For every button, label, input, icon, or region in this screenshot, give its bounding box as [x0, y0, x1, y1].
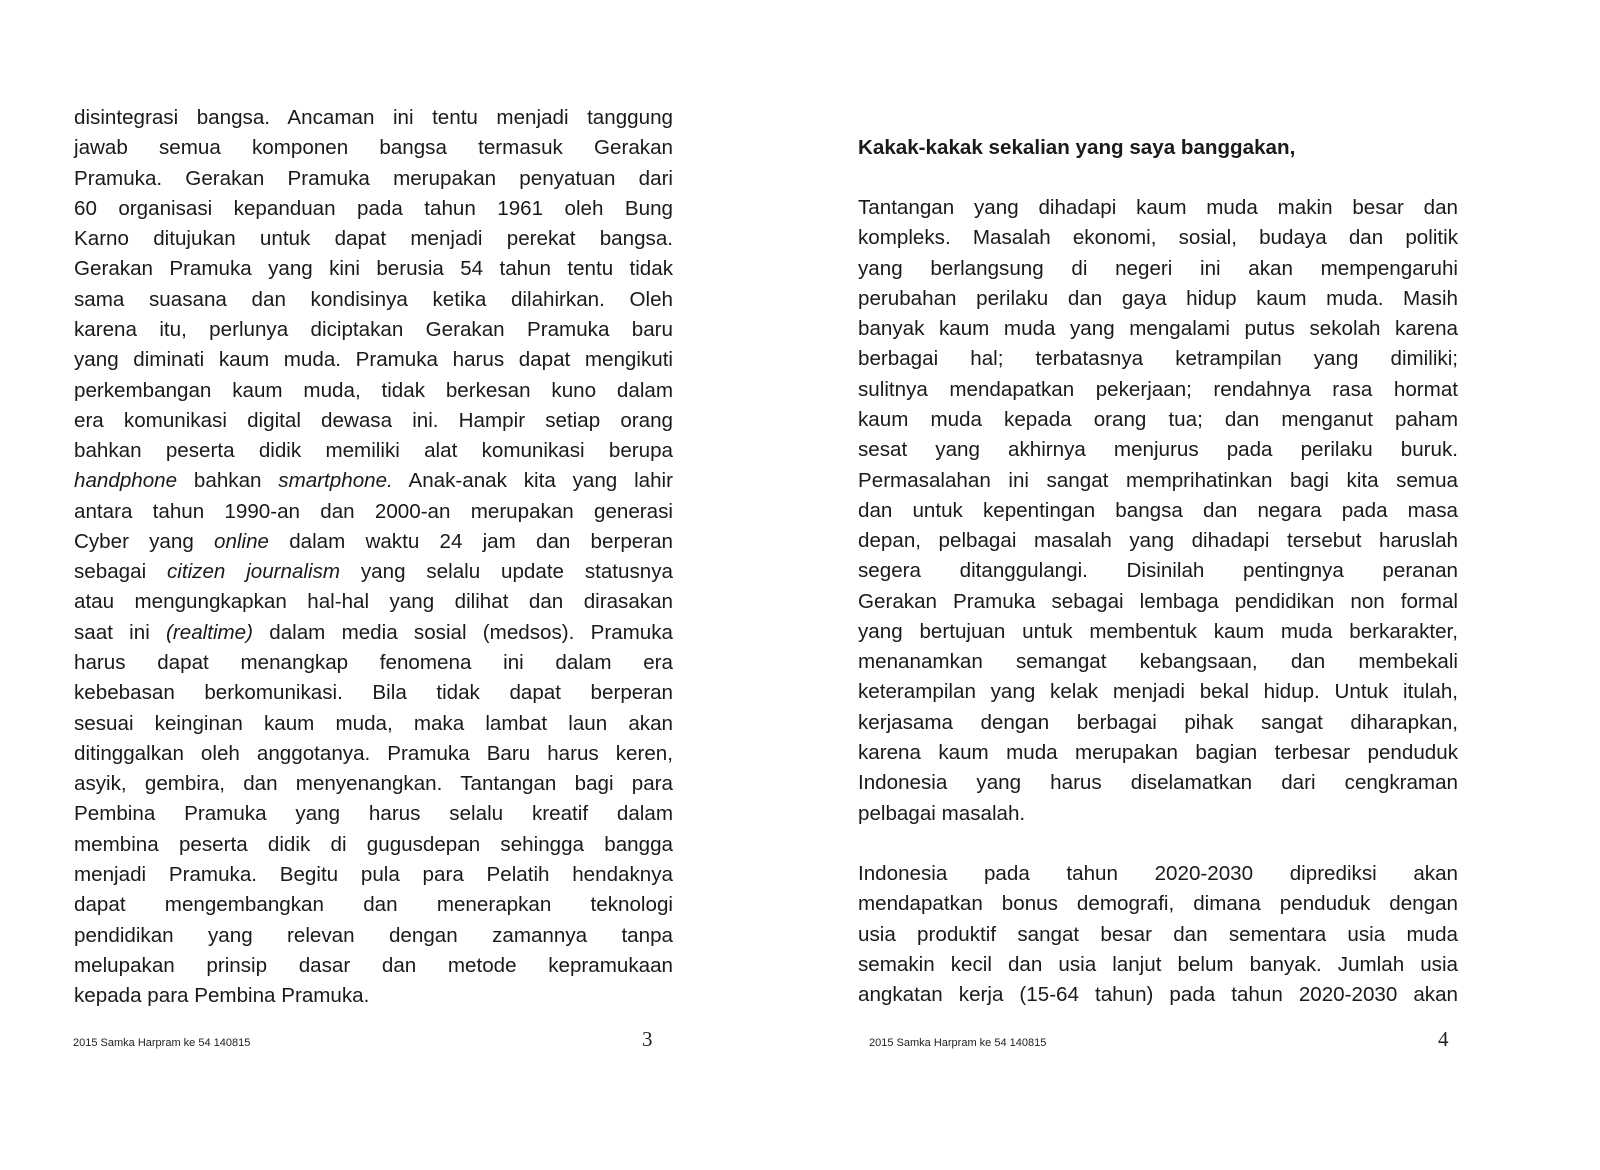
italic-term: citizen journalism: [166, 560, 341, 584]
text-line: Karno ditujukan untuk dapat menjadi perekat bangsa.: [74, 227, 673, 251]
text-line: kebebasan berkomunikasi. Bila tidak dapat berperan: [74, 681, 673, 705]
text-line: asyik, gembira, dan menyenangkan. Tantangan bagi para: [74, 772, 673, 796]
text-line: kompleks. Masalah ekonomi, sosial, budaya dan politik: [858, 226, 1458, 250]
text-line: usia produktif sangat besar dan sementara usia muda: [858, 922, 1458, 946]
right-page-footer: 2015 Samka Harpram ke 54 140815: [869, 1037, 1047, 1049]
text-line: Pembina Pramuka yang harus selalu kreatif dalam: [74, 802, 673, 826]
text-line: yang diminati kaum muda. Pramuka harus dapat mengikuti: [74, 348, 673, 372]
text-segment: Anak-anak kita yang lahir: [392, 469, 673, 493]
text-line: bahkan peserta didik memiliki alat komunikasi berupa: [74, 439, 673, 463]
text-line: semakin kecil dan usia lanjut belum banyak. Jumlah usia: [858, 952, 1458, 976]
text-line: disintegrasi bangsa. Ancaman ini tentu menjadi tanggung: [74, 106, 673, 129]
text-segment: saat ini: [74, 620, 167, 644]
text-line: Gerakan Pramuka yang kini berusia 54 tahun tentu tidak: [74, 257, 673, 281]
text-line: yang berlangsung di negeri ini akan mempengaruhi: [858, 256, 1458, 280]
text-line: mendapatkan bonus demografi, dimana penduduk dengan: [858, 892, 1458, 916]
text-line: kepada para Pembina Pramuka.: [74, 984, 370, 1008]
text-line: depan, pelbagai masalah yang dihadapi tersebut haruslah: [858, 529, 1458, 553]
text-line: angkatan kerja (15-64 tahun) pada tahun 2020-2030 akan: [858, 983, 1458, 1007]
text-line: Indonesia pada tahun 2020-2030 diprediksi akan: [858, 862, 1458, 885]
text-line: Permasalahan ini sangat memprihatinkan bagi kita semua: [858, 468, 1458, 492]
text-line: banyak kaum muda yang mengalami putus sekolah karena: [858, 317, 1458, 341]
right-page-number: 4: [1438, 1027, 1449, 1051]
italic-term: online: [214, 529, 269, 553]
text-line: keterampilan yang kelak menjadi bekal hidup. Untuk itulah,: [858, 680, 1458, 704]
text-line: menanamkan semangat kebangsaan, dan membekali: [858, 650, 1458, 674]
text-line: 60 organisasi kepanduan pada tahun 1961 oleh Bung: [74, 196, 673, 220]
text-line: dapat mengembangkan dan menerapkan teknologi: [74, 893, 673, 917]
left-page: [0, 0, 790, 1170]
italic-term: smartphone.: [278, 469, 393, 493]
text-line: pendidikan yang relevan dengan zamannya tanpa: [74, 923, 673, 947]
text-segment: dalam waktu 24 jam dan berperan: [268, 529, 673, 553]
text-line: [74, 530, 673, 554]
text-line: segera ditanggulangi. Disinilah pentingnya peranan: [858, 559, 1458, 583]
text-line: melupakan prinsip dasar dan metode kepramukaan: [74, 953, 673, 977]
text-segment: bahkan: [177, 469, 279, 493]
right-page-heading: Kakak-kakak sekalian yang saya banggakan,: [858, 136, 1296, 159]
text-line: karena kaum muda merupakan bagian terbesar penduduk: [858, 741, 1458, 765]
text-line: antara tahun 1990-an dan 2000-an merupakan generasi: [74, 499, 673, 523]
text-line: [74, 469, 673, 493]
text-line: pelbagai masalah.: [858, 801, 1026, 825]
right-page: [790, 0, 1600, 1170]
text-line: perkembangan kaum muda, tidak berkesan kuno dalam: [74, 378, 673, 402]
italic-term: handphone: [74, 469, 178, 493]
text-line: dan untuk kepentingan bangsa dan negara pada masa: [858, 498, 1458, 522]
text-line: sulitnya mendapatkan pekerjaan; rendahnya rasa hormat: [858, 377, 1458, 401]
text-line: harus dapat menangkap fenomena ini dalam era: [74, 651, 673, 675]
text-line: kerjasama dengan berbagai pihak sangat diharapkan,: [858, 710, 1458, 734]
text-line: atau mengungkapkan hal-hal yang dilihat dan dirasakan: [74, 590, 673, 614]
text-line: sesuai keinginan kaum muda, maka lambat laun akan: [74, 711, 673, 735]
text-segment: Cyber yang: [74, 529, 215, 553]
text-line: Pramuka. Gerakan Pramuka merupakan penyatuan dari: [74, 166, 673, 190]
text-line: berbagai hal; terbatasnya ketrampilan yang dimiliki;: [858, 347, 1458, 371]
text-segment: dalam media sosial (medsos). Pramuka: [253, 620, 674, 644]
text-line: [74, 621, 673, 645]
text-line: Tantangan yang dihadapi kaum muda makin besar dan: [858, 196, 1458, 219]
text-line: menjadi Pramuka. Begitu pula para Pelatih hendaknya: [74, 863, 673, 886]
text-line: karena itu, perlunya diciptakan Gerakan Pramuka baru: [74, 317, 673, 341]
text-line: Gerakan Pramuka sebagai lembaga pendidikan non formal: [858, 589, 1458, 613]
text-line: [74, 560, 673, 584]
text-line: perubahan perilaku dan gaya hidup kaum muda. Masih: [858, 286, 1458, 310]
text-line: jawab semua komponen bangsa termasuk Gerakan: [74, 136, 673, 160]
text-segment: yang selalu update statusnya: [340, 560, 673, 584]
text-line: sama suasana dan kondisinya ketika dilahirkan. Oleh: [74, 287, 673, 311]
left-page-number: 3: [642, 1027, 653, 1051]
text-segment: sebagai: [74, 560, 167, 584]
text-line: kaum muda kepada orang tua; dan menganut paham: [858, 407, 1458, 431]
text-line: ditinggalkan oleh anggotanya. Pramuka Baru harus keren,: [74, 741, 673, 765]
text-line: sesat yang akhirnya menjurus pada perilaku buruk.: [858, 438, 1458, 462]
text-line: membina peserta didik di gugusdepan sehingga bangga: [74, 832, 673, 856]
text-line: Indonesia yang harus diselamatkan dari cengkraman: [858, 771, 1458, 795]
text-line: yang bertujuan untuk membentuk kaum muda berkarakter,: [858, 619, 1458, 643]
text-line: era komunikasi digital dewasa ini. Hampir setiap orang: [74, 408, 673, 432]
italic-term: (realtime): [166, 620, 253, 644]
left-page-footer: 2015 Samka Harpram ke 54 140815: [73, 1037, 251, 1049]
